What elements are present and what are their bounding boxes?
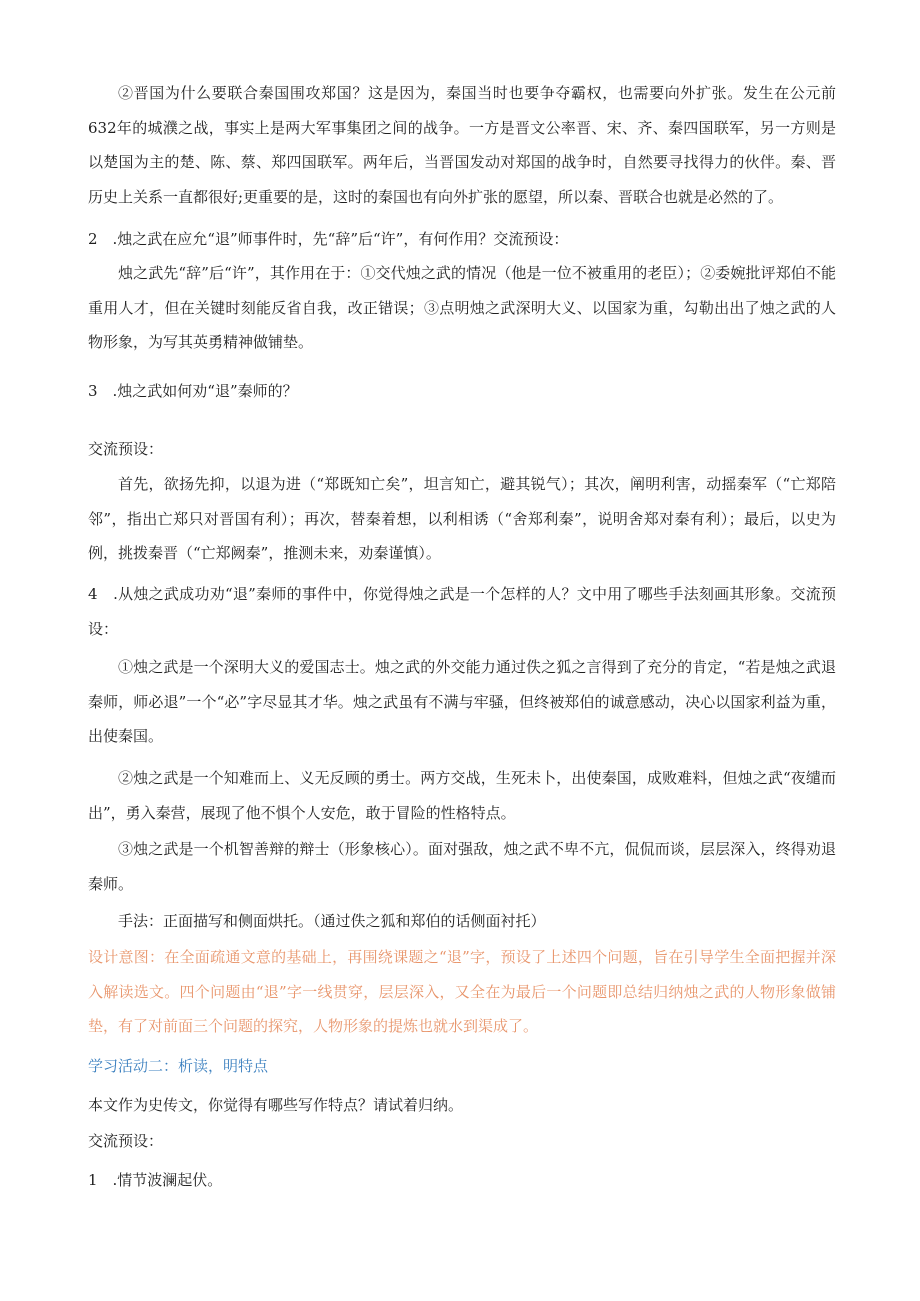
answer-4-point-3: ③烛之武是一个机智善辩的辩士（形象核心）。面对强敌，烛之武不卑不亢，侃侃而谈，层层深入，终得劝退秦师。 — [88, 840, 836, 893]
question-2: 2 .烛之武在应允“退”师事件时，先“辞”后“许”，有何作用？交流预设： — [88, 230, 569, 248]
answer-3: 首先，欲扬先抑，以退为进（“郑既知亡矣”，坦言知亡，避其锐气）；其次，阐明利害，动摇秦军（“亡郑陪邻”，指出亡郑只对晋国有利）；再次，替秦着想，以利相诱（“舍郑利秦”，说明舍郑对秦有利）；最后，以史为例，挑拨秦晋（“亡郑阙秦”，推测未来，劝秦谨慎）。 — [88, 475, 836, 562]
answer-4-point-1: ①烛之武是一个深明大义的爱国志士。烛之武的外交能力通过佚之狐之言得到了充分的肯定，“若是烛之武退秦师，师必退”一个“必”字尽显其才华。烛之武虽有不满与牢骚，但终被郑伯的诚意感动，决心以国家利益为重，出使秦国。 — [88, 658, 836, 745]
activity-prompt: 本文作为史传文，你觉得有哪些写作特点？请试着归纳。 — [88, 1096, 464, 1114]
learning-activity-2-heading: 学习活动二：析读，明特点 — [88, 1057, 269, 1075]
exchange-preset-label-2: 交流预设： — [88, 1132, 164, 1150]
paragraph-jin-qin-alliance: ②晋国为什么要联合秦国围攻郑国？这是因为，秦国当时也要争夺霸权，也需要向外扩张。发生在公元前632年的城濮之战，事实上是两大军事集团之间的战争。一方是晋文公率晋、宋、齐、秦四国联军，另一方则是以楚国为主的楚、陈、蔡、郑四国联军。两年后，当晋国发动对郑国的战争时，自然要寻找得力的伙伴。秦、晋历史上关系一直都很好;更重要的是，这时的秦国也有向外扩张的愿望，所以秦、晋联合也就是必然的了。 — [88, 84, 836, 206]
answer-4-point-2: ②烛之武是一个知难而上、义无反顾的勇士。两方交战，生死未卜，出使秦国，成败难料，但烛之武“夜缱而出”，勇入秦营，展现了他不惧个人安危，敢于冒险的性格特点。 — [88, 769, 836, 822]
feature-1: 1 .情节波澜起伏。 — [88, 1171, 223, 1189]
technique-note: 手法：正面描写和侧面烘托。（通过佚之狐和郑伯的话侧面衬托） — [118, 912, 546, 930]
question-3: 3 .烛之武如何劝“退”秦师的？ — [88, 382, 298, 400]
design-intent: 设计意图：在全面疏通文意的基础上，再围绕课题之“退”字，预设了上述四个问题，旨在引导学生全面把握并深入解读选文。四个问题由“退”字一线贯穿，层层深入，又全在为最后一个问题即总结归纳烛之武的人物形象做铺垫，有了对前面三个问题的探究，人物形象的提炼也就水到渠成了。 — [88, 948, 836, 1035]
answer-2: 烛之武先“辞”后“许”，其作用在于：①交代烛之武的情况（他是一位不被重用的老臣）；②委婉批评郑伯不能重用人才，但在关键时刻能反省自我，改正错误；③点明烛之武深明大义、以国家为重，勾勒出出了烛之武的人物形象，为写其英勇精神做铺垫。 — [88, 264, 836, 351]
question-4: 4 .从烛之武成功劝“退”秦师的事件中，你觉得烛之武是一个怎样的人？文中用了哪些手法刻画其形象。交流预设： — [88, 585, 836, 638]
exchange-preset-label: 交流预设： — [88, 440, 164, 458]
